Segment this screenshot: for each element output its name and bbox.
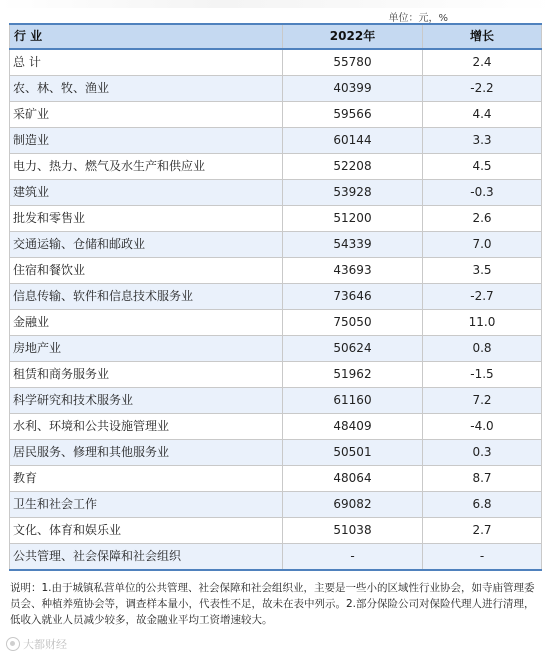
value-cell: 52208: [283, 154, 423, 180]
industry-cell: 电力、热力、燃气及水生产和供应业: [10, 154, 283, 180]
industry-cell: 制造业: [10, 128, 283, 154]
table-row: [10, 414, 542, 440]
value-cell: 48409: [283, 414, 423, 440]
table-row: [10, 336, 542, 362]
industry-cell: 科学研究和技术服务业: [10, 388, 283, 414]
industry-cell: 建筑业: [10, 180, 283, 206]
value-cell: 50624: [283, 336, 423, 362]
industry-cell: 教育: [10, 466, 283, 492]
value-cell: 55780: [283, 49, 423, 76]
industry-cell: 房地产业: [10, 336, 283, 362]
table-row: [10, 49, 542, 76]
industry-cell: 农、林、牧、渔业: [10, 76, 283, 102]
value-cell: 61160: [283, 388, 423, 414]
growth-cell: 2.6: [423, 206, 542, 232]
industry-cell: 信息传输、软件和信息技术服务业: [10, 284, 283, 310]
value-cell: 51038: [283, 518, 423, 544]
industry-cell: 卫生和社会工作: [10, 492, 283, 518]
growth-cell: -2.7: [423, 284, 542, 310]
value-cell: 48064: [283, 466, 423, 492]
value-cell: 53928: [283, 180, 423, 206]
industry-cell: 交通运输、仓储和邮政业: [10, 232, 283, 258]
watermark-text: 大都财经: [23, 638, 67, 651]
growth-cell: -0.3: [423, 180, 542, 206]
table-row: [10, 544, 542, 571]
industry-cell: 居民服务、修理和其他服务业: [10, 440, 283, 466]
wage-table: [9, 23, 542, 571]
header-growth: 增长: [423, 24, 542, 49]
value-cell: 69082: [283, 492, 423, 518]
header-industry: 行 业: [10, 24, 283, 49]
growth-cell: 0.8: [423, 336, 542, 362]
footnote: 说明：1.由于城镇私营单位的公共管理、社会保障和社会组织业，主要是一些小的区域性行业协会，如寺庙管理委员会、种植养殖协会等，调查样本量小，代表性不足，故未在表中列示。2.部分保险公司对保险代理人进行清理，低收入就业人员减少较多，故金融业平均工资增速较大。: [10, 582, 535, 626]
growth-cell: -2.2: [423, 76, 542, 102]
growth-cell: 8.7: [423, 466, 542, 492]
table-row: [10, 440, 542, 466]
value-cell: 54339: [283, 232, 423, 258]
growth-cell: 3.3: [423, 128, 542, 154]
growth-cell: 2.7: [423, 518, 542, 544]
industry-cell: 住宿和餐饮业: [10, 258, 283, 284]
table-row: [10, 284, 542, 310]
value-cell: 60144: [283, 128, 423, 154]
growth-cell: -1.5: [423, 362, 542, 388]
table-row: [10, 362, 542, 388]
value-cell: 50501: [283, 440, 423, 466]
growth-cell: 7.2: [423, 388, 542, 414]
table-row: [10, 466, 542, 492]
industry-cell: 水利、环境和公共设施管理业: [10, 414, 283, 440]
growth-cell: 6.8: [423, 492, 542, 518]
table-row: [10, 388, 542, 414]
table-row: [10, 102, 542, 128]
header-year: 2022年: [283, 24, 423, 49]
industry-cell: 批发和零售业: [10, 206, 283, 232]
table-body: [10, 49, 542, 570]
value-cell: 40399: [283, 76, 423, 102]
table-row: [10, 180, 542, 206]
table-row: [10, 206, 542, 232]
industry-cell: 采矿业: [10, 102, 283, 128]
value-cell: 73646: [283, 284, 423, 310]
table-row: [10, 258, 542, 284]
growth-cell: 0.3: [423, 440, 542, 466]
industry-cell: 金融业: [10, 310, 283, 336]
table-header-row: [10, 24, 542, 49]
value-cell: 75050: [283, 310, 423, 336]
growth-cell: 11.0: [423, 310, 542, 336]
unit-note: 单位：元，%: [388, 13, 448, 24]
growth-cell: 2.4: [423, 49, 542, 76]
table-row: [10, 492, 542, 518]
value-cell: 51962: [283, 362, 423, 388]
growth-cell: 4.4: [423, 102, 542, 128]
growth-cell: 3.5: [423, 258, 542, 284]
growth-cell: -: [423, 544, 542, 571]
industry-cell: 公共管理、社会保障和社会组织: [10, 544, 283, 571]
industry-cell: 租赁和商务服务业: [10, 362, 283, 388]
growth-cell: 4.5: [423, 154, 542, 180]
industry-cell: 文化、体育和娱乐业: [10, 518, 283, 544]
table-row: [10, 310, 542, 336]
value-cell: -: [283, 544, 423, 571]
value-cell: 51200: [283, 206, 423, 232]
value-cell: 59566: [283, 102, 423, 128]
camera-icon: [6, 637, 20, 651]
growth-cell: -4.0: [423, 414, 542, 440]
table-row: [10, 154, 542, 180]
table-row: [10, 518, 542, 544]
watermark: [6, 636, 67, 652]
table-row: [10, 232, 542, 258]
top-strip: [0, 0, 554, 8]
value-cell: 43693: [283, 258, 423, 284]
table-row: [10, 128, 542, 154]
growth-cell: 7.0: [423, 232, 542, 258]
industry-cell: 总 计: [10, 49, 283, 76]
table-row: [10, 76, 542, 102]
